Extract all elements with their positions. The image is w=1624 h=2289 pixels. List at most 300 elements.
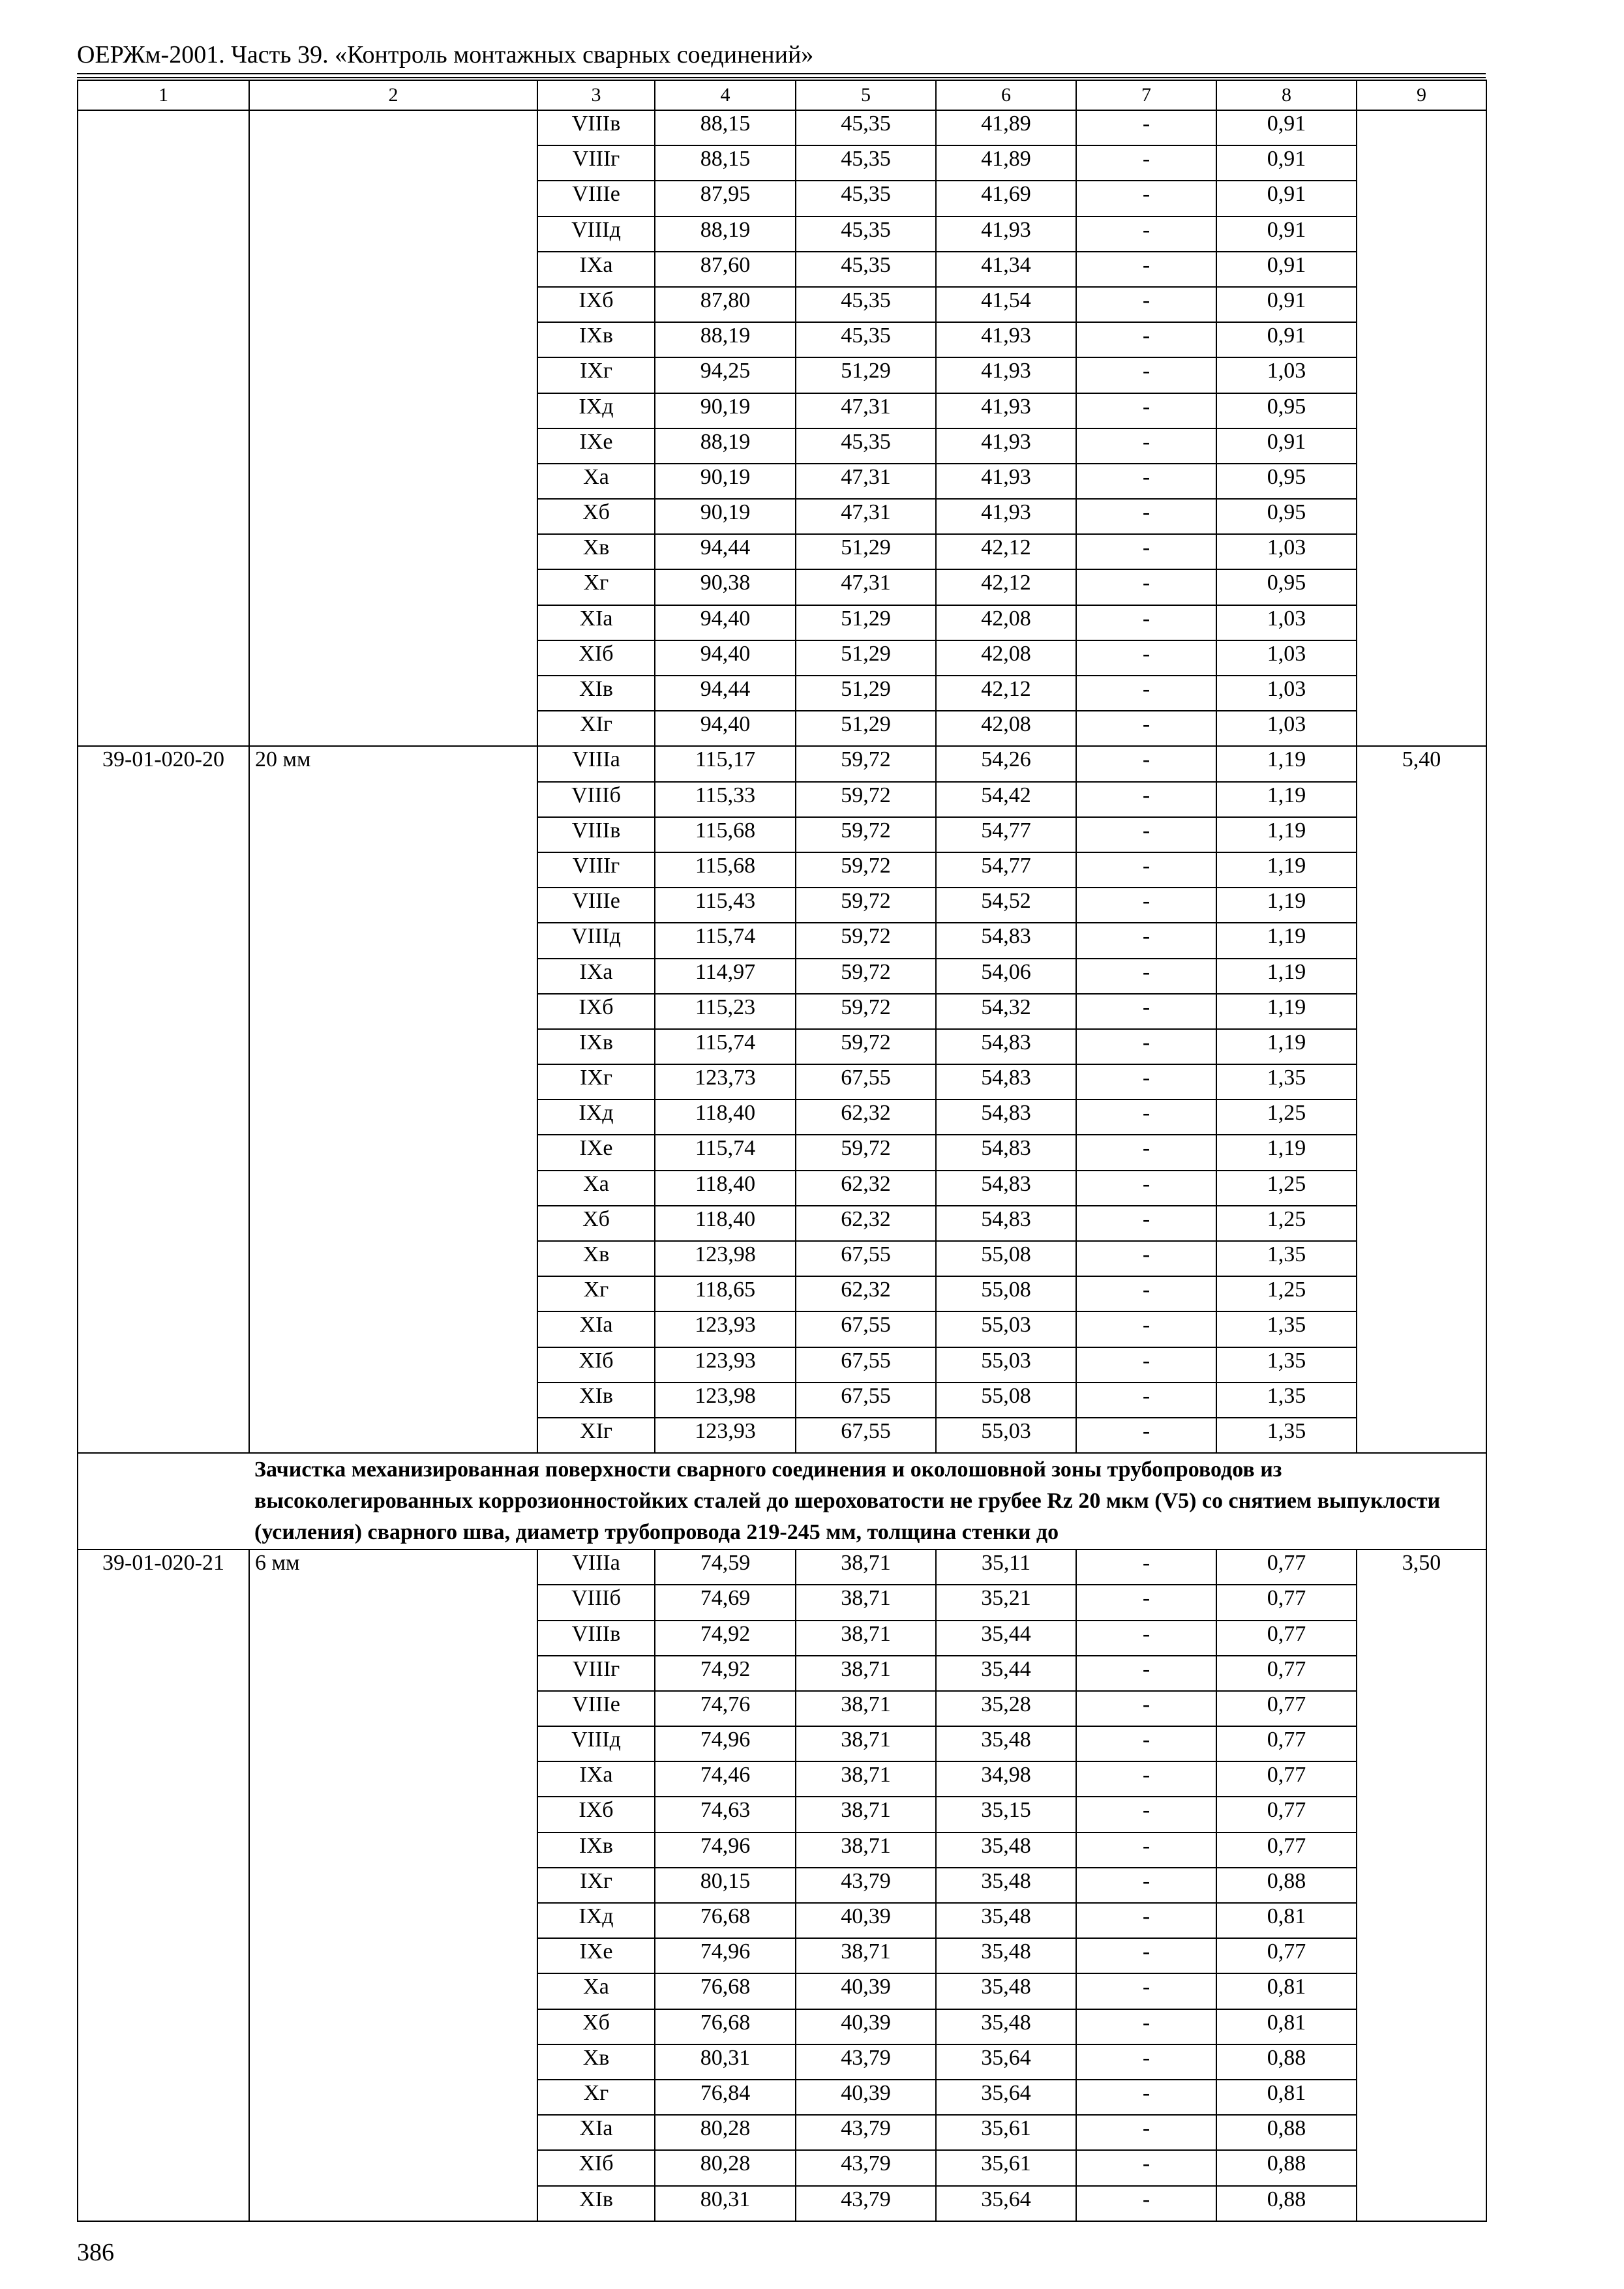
materials-cell: - (1076, 1691, 1216, 1726)
zone-cell: XIв (537, 1383, 655, 1418)
wage-cell: 51,29 (796, 676, 936, 711)
zone-cell: IXд (537, 1903, 655, 1938)
total-cost-cell: 115,74 (655, 1029, 796, 1064)
machine-cell: 55,03 (936, 1418, 1076, 1453)
total-cost-cell: 94,40 (655, 640, 796, 676)
total-cost-cell: 80,28 (655, 2150, 796, 2185)
total-cost-cell: 115,68 (655, 852, 796, 888)
machine-cell: 54,26 (936, 746, 1076, 781)
wage-cell: 67,55 (796, 1241, 936, 1276)
machine-cell: 35,48 (936, 1868, 1076, 1903)
labor-cell: 0,77 (1216, 1656, 1357, 1691)
machine-cell: 54,83 (936, 1135, 1076, 1170)
materials-cell: - (1076, 1241, 1216, 1276)
wage-cell: 40,39 (796, 2009, 936, 2044)
zone-cell: IXг (537, 357, 655, 393)
total-cost-cell: 90,19 (655, 499, 796, 534)
materials-cell: - (1076, 676, 1216, 711)
zone-cell: IXа (537, 959, 655, 994)
zone-cell: IXв (537, 1833, 655, 1868)
zone-cell: Xг (537, 569, 655, 605)
labor-cell: 1,19 (1216, 888, 1357, 923)
wage-cell: 43,79 (796, 1868, 936, 1903)
wage-cell: 45,35 (796, 322, 936, 357)
materials-cell: - (1076, 1868, 1216, 1903)
total-cost-cell: 74,96 (655, 1833, 796, 1868)
labor-hours-total: 5,40 (1357, 746, 1486, 1453)
zone-cell: Xв (537, 2044, 655, 2080)
wage-cell: 40,39 (796, 1903, 936, 1938)
machine-cell: 35,61 (936, 2150, 1076, 2185)
wage-cell: 47,31 (796, 499, 936, 534)
wage-cell: 51,29 (796, 640, 936, 676)
zone-cell: XIа (537, 605, 655, 640)
materials-cell: - (1076, 217, 1216, 252)
zone-cell: Xв (537, 534, 655, 569)
labor-cell: 1,25 (1216, 1206, 1357, 1241)
machine-cell: 41,93 (936, 322, 1076, 357)
total-cost-cell: 76,68 (655, 1973, 796, 2009)
zone-cell: VIIIд (537, 217, 655, 252)
zone-cell: VIIIв (537, 110, 655, 145)
machine-cell: 55,08 (936, 1276, 1076, 1311)
machine-cell: 35,64 (936, 2186, 1076, 2221)
total-cost-cell: 87,95 (655, 181, 796, 216)
wage-cell: 59,72 (796, 782, 936, 817)
zone-cell: Xг (537, 2080, 655, 2115)
materials-cell: - (1076, 1347, 1216, 1383)
total-cost-cell: 74,92 (655, 1656, 796, 1691)
total-cost-cell: 123,98 (655, 1383, 796, 1418)
zone-cell: XIа (537, 1311, 655, 1347)
price-table (77, 80, 1487, 2222)
materials-cell: - (1076, 2115, 1216, 2150)
machine-cell: 54,52 (936, 888, 1076, 923)
materials-cell: - (1076, 1383, 1216, 1418)
machine-cell: 42,12 (936, 569, 1076, 605)
wage-cell: 67,55 (796, 1347, 936, 1383)
machine-cell: 35,64 (936, 2044, 1076, 2080)
column-number: 3 (537, 80, 655, 110)
zone-cell: XIб (537, 640, 655, 676)
total-cost-cell: 90,19 (655, 393, 796, 428)
labor-cell: 0,88 (1216, 2115, 1357, 2150)
note-spacer (78, 1453, 249, 1549)
zone-cell: Xа (537, 1171, 655, 1206)
total-cost-cell: 115,17 (655, 746, 796, 781)
total-cost-cell: 88,19 (655, 428, 796, 464)
materials-cell: - (1076, 711, 1216, 746)
zone-cell: IXв (537, 322, 655, 357)
labor-cell: 0,77 (1216, 1938, 1357, 1973)
machine-cell: 41,93 (936, 499, 1076, 534)
total-cost-cell: 114,97 (655, 959, 796, 994)
machine-cell: 55,08 (936, 1241, 1076, 1276)
table-body (78, 80, 1486, 2221)
total-cost-cell: 90,38 (655, 569, 796, 605)
labor-cell: 1,35 (1216, 1418, 1357, 1453)
zone-cell: VIIIб (537, 782, 655, 817)
materials-cell: - (1076, 534, 1216, 569)
labor-cell: 0,95 (1216, 499, 1357, 534)
wage-cell: 59,72 (796, 817, 936, 852)
materials-cell: - (1076, 1206, 1216, 1241)
total-cost-cell: 74,63 (655, 1797, 796, 1832)
total-cost-cell: 118,40 (655, 1100, 796, 1135)
total-cost-cell: 80,15 (655, 1868, 796, 1903)
machine-cell: 54,83 (936, 923, 1076, 958)
materials-cell: - (1076, 2009, 1216, 2044)
page-number: 386 (77, 2239, 114, 2266)
wage-cell: 38,71 (796, 1621, 936, 1656)
materials-cell: - (1076, 1621, 1216, 1656)
zone-cell: IXе (537, 428, 655, 464)
labor-cell: 0,88 (1216, 2150, 1357, 2185)
machine-cell: 35,11 (936, 1549, 1076, 1585)
total-cost-cell: 115,33 (655, 782, 796, 817)
machine-cell: 35,48 (936, 1973, 1076, 2009)
materials-cell: - (1076, 1276, 1216, 1311)
total-cost-cell: 94,40 (655, 711, 796, 746)
labor-cell: 0,91 (1216, 428, 1357, 464)
materials-cell: - (1076, 888, 1216, 923)
zone-cell: Xа (537, 464, 655, 499)
labor-cell: 0,81 (1216, 1903, 1357, 1938)
zone-cell: IXа (537, 252, 655, 287)
zone-cell: Xб (537, 1206, 655, 1241)
zone-cell: VIIIб (537, 1585, 655, 1620)
total-cost-cell: 88,19 (655, 217, 796, 252)
machine-cell: 35,28 (936, 1691, 1076, 1726)
zone-cell: VIIIе (537, 1691, 655, 1726)
wage-cell: 45,35 (796, 428, 936, 464)
total-cost-cell: 115,74 (655, 923, 796, 958)
materials-cell: - (1076, 1833, 1216, 1868)
wage-cell: 59,72 (796, 852, 936, 888)
machine-cell: 41,54 (936, 287, 1076, 322)
zone-cell: VIIIг (537, 145, 655, 181)
wage-cell: 47,31 (796, 464, 936, 499)
labor-cell: 0,91 (1216, 252, 1357, 287)
wage-cell: 40,39 (796, 2080, 936, 2115)
wage-cell: 59,72 (796, 923, 936, 958)
labor-cell: 1,19 (1216, 852, 1357, 888)
wage-cell: 51,29 (796, 357, 936, 393)
materials-cell: - (1076, 393, 1216, 428)
labor-cell: 0,77 (1216, 1761, 1357, 1797)
zone-cell: VIIIа (537, 746, 655, 781)
machine-cell: 41,89 (936, 110, 1076, 145)
column-number: 1 (78, 80, 249, 110)
labor-cell: 0,77 (1216, 1726, 1357, 1761)
zone-cell: IXд (537, 1100, 655, 1135)
column-number: 9 (1357, 80, 1486, 110)
materials-cell: - (1076, 605, 1216, 640)
total-cost-cell: 74,96 (655, 1726, 796, 1761)
zone-cell: VIIIг (537, 1656, 655, 1691)
machine-cell: 41,93 (936, 217, 1076, 252)
wage-cell: 38,71 (796, 1656, 936, 1691)
wage-cell: 51,29 (796, 605, 936, 640)
wage-cell: 59,72 (796, 888, 936, 923)
wage-cell: 67,55 (796, 1311, 936, 1347)
zone-cell: VIIIд (537, 923, 655, 958)
labor-cell: 1,03 (1216, 605, 1357, 640)
machine-cell: 54,42 (936, 782, 1076, 817)
zone-cell: XIв (537, 2186, 655, 2221)
wage-cell: 59,72 (796, 1135, 936, 1170)
machine-cell: 35,61 (936, 2115, 1076, 2150)
total-cost-cell: 87,80 (655, 287, 796, 322)
labor-cell: 1,03 (1216, 640, 1357, 676)
total-cost-cell: 87,60 (655, 252, 796, 287)
machine-cell: 41,69 (936, 181, 1076, 216)
labor-cell: 1,03 (1216, 357, 1357, 393)
materials-cell: - (1076, 1418, 1216, 1453)
table-row (78, 110, 1486, 145)
materials-cell: - (1076, 1938, 1216, 1973)
materials-cell: - (1076, 499, 1216, 534)
labor-cell: 0,95 (1216, 569, 1357, 605)
rate-code: 39-01-020-20 (78, 746, 249, 1453)
labor-cell: 0,91 (1216, 287, 1357, 322)
wage-cell: 62,32 (796, 1276, 936, 1311)
materials-cell: - (1076, 1311, 1216, 1347)
wage-cell: 43,79 (796, 2186, 936, 2221)
total-cost-cell: 94,44 (655, 534, 796, 569)
labor-cell: 0,77 (1216, 1621, 1357, 1656)
wage-cell: 38,71 (796, 1833, 936, 1868)
zone-cell: IXа (537, 1761, 655, 1797)
labor-cell: 0,91 (1216, 322, 1357, 357)
column-number: 5 (796, 80, 936, 110)
materials-cell: - (1076, 640, 1216, 676)
total-cost-cell: 90,19 (655, 464, 796, 499)
rate-name: 6 мм (249, 1549, 537, 2221)
machine-cell: 35,48 (936, 1833, 1076, 1868)
wage-cell: 45,35 (796, 110, 936, 145)
machine-cell: 42,08 (936, 605, 1076, 640)
labor-cell: 0,95 (1216, 464, 1357, 499)
machine-cell: 54,77 (936, 817, 1076, 852)
machine-cell: 42,08 (936, 711, 1076, 746)
machine-cell: 41,89 (936, 145, 1076, 181)
materials-cell: - (1076, 1100, 1216, 1135)
header-rule (77, 73, 1486, 74)
zone-cell: IXв (537, 1029, 655, 1064)
labor-cell: 1,35 (1216, 1347, 1357, 1383)
machine-cell: 42,12 (936, 676, 1076, 711)
labor-cell: 1,19 (1216, 1029, 1357, 1064)
materials-cell: - (1076, 464, 1216, 499)
wage-cell: 45,35 (796, 252, 936, 287)
labor-cell: 0,77 (1216, 1585, 1357, 1620)
materials-cell: - (1076, 428, 1216, 464)
labor-cell: 0,95 (1216, 393, 1357, 428)
header-rule-second (77, 77, 1486, 78)
zone-cell: IXг (537, 1868, 655, 1903)
zone-cell: IXб (537, 994, 655, 1029)
column-number: 7 (1076, 80, 1216, 110)
total-cost-cell: 115,68 (655, 817, 796, 852)
materials-cell: - (1076, 1029, 1216, 1064)
labor-cell: 1,19 (1216, 746, 1357, 781)
labor-cell: 0,91 (1216, 145, 1357, 181)
wage-cell: 38,71 (796, 1726, 936, 1761)
machine-cell: 54,06 (936, 959, 1076, 994)
machine-cell: 42,12 (936, 534, 1076, 569)
labor-hours-total (1357, 110, 1486, 746)
table-row (78, 746, 1486, 781)
zone-cell: Xг (537, 1276, 655, 1311)
labor-cell: 1,25 (1216, 1171, 1357, 1206)
zone-cell: VIIIг (537, 852, 655, 888)
materials-cell: - (1076, 252, 1216, 287)
materials-cell: - (1076, 1549, 1216, 1585)
wage-cell: 47,31 (796, 393, 936, 428)
labor-cell: 1,35 (1216, 1064, 1357, 1100)
machine-cell: 42,08 (936, 640, 1076, 676)
materials-cell: - (1076, 322, 1216, 357)
wage-cell: 62,32 (796, 1171, 936, 1206)
materials-cell: - (1076, 110, 1216, 145)
total-cost-cell: 123,93 (655, 1347, 796, 1383)
total-cost-cell: 88,15 (655, 145, 796, 181)
total-cost-cell: 74,76 (655, 1691, 796, 1726)
labor-cell: 1,19 (1216, 923, 1357, 958)
machine-cell: 54,83 (936, 1064, 1076, 1100)
materials-cell: - (1076, 2044, 1216, 2080)
wage-cell: 45,35 (796, 181, 936, 216)
zone-cell: IXе (537, 1938, 655, 1973)
total-cost-cell: 115,43 (655, 888, 796, 923)
machine-cell: 55,03 (936, 1347, 1076, 1383)
materials-cell: - (1076, 817, 1216, 852)
wage-cell: 67,55 (796, 1064, 936, 1100)
total-cost-cell: 118,40 (655, 1206, 796, 1241)
machine-cell: 35,48 (936, 1938, 1076, 1973)
zone-cell: VIIIв (537, 817, 655, 852)
materials-cell: - (1076, 2150, 1216, 2185)
materials-cell: - (1076, 181, 1216, 216)
materials-cell: - (1076, 1973, 1216, 2009)
total-cost-cell: 74,96 (655, 1938, 796, 1973)
materials-cell: - (1076, 852, 1216, 888)
materials-cell: - (1076, 994, 1216, 1029)
table-row (78, 1549, 1486, 1585)
section-note: Зачистка механизированная поверхности сварного соединения и околошовной зоны трубопроводов из высоколегированных коррозионностойких сталей до шероховатости не грубее Rz 20 мкм (V5) со снятием выпуклости (усиления) сварного шва, диаметр трубопровода 219-245 мм, толщина стенки до (249, 1453, 1486, 1549)
materials-cell: - (1076, 1761, 1216, 1797)
total-cost-cell: 88,19 (655, 322, 796, 357)
materials-cell: - (1076, 2080, 1216, 2115)
labor-cell: 1,19 (1216, 782, 1357, 817)
wage-cell: 38,71 (796, 1938, 936, 1973)
materials-cell: - (1076, 782, 1216, 817)
wage-cell: 67,55 (796, 1383, 936, 1418)
machine-cell: 35,48 (936, 1903, 1076, 1938)
labor-cell: 1,03 (1216, 534, 1357, 569)
machine-cell: 35,64 (936, 2080, 1076, 2115)
wage-cell: 47,31 (796, 569, 936, 605)
materials-cell: - (1076, 1135, 1216, 1170)
wage-cell: 59,72 (796, 994, 936, 1029)
total-cost-cell: 123,98 (655, 1241, 796, 1276)
wage-cell: 59,72 (796, 746, 936, 781)
zone-cell: IXб (537, 1797, 655, 1832)
zone-cell: Xв (537, 1241, 655, 1276)
machine-cell: 54,83 (936, 1029, 1076, 1064)
wage-cell: 43,79 (796, 2115, 936, 2150)
column-number-row (78, 80, 1486, 110)
wage-cell: 51,29 (796, 534, 936, 569)
rate-name (249, 110, 537, 746)
wage-cell: 62,32 (796, 1206, 936, 1241)
labor-cell: 0,88 (1216, 2186, 1357, 2221)
materials-cell: - (1076, 145, 1216, 181)
materials-cell: - (1076, 1171, 1216, 1206)
rate-name: 20 мм (249, 746, 537, 1453)
machine-cell: 55,08 (936, 1383, 1076, 1418)
total-cost-cell: 88,15 (655, 110, 796, 145)
labor-cell: 0,81 (1216, 1973, 1357, 2009)
machine-cell: 35,15 (936, 1797, 1076, 1832)
materials-cell: - (1076, 1903, 1216, 1938)
labor-cell: 0,77 (1216, 1833, 1357, 1868)
machine-cell: 54,83 (936, 1206, 1076, 1241)
labor-cell: 1,19 (1216, 1135, 1357, 1170)
machine-cell: 35,44 (936, 1621, 1076, 1656)
machine-cell: 35,21 (936, 1585, 1076, 1620)
total-cost-cell: 80,31 (655, 2044, 796, 2080)
wage-cell: 62,32 (796, 1100, 936, 1135)
zone-cell: VIIIе (537, 888, 655, 923)
labor-cell: 1,19 (1216, 994, 1357, 1029)
section-note-row (78, 1453, 1486, 1549)
machine-cell: 34,98 (936, 1761, 1076, 1797)
total-cost-cell: 76,68 (655, 2009, 796, 2044)
wage-cell: 38,71 (796, 1761, 936, 1797)
materials-cell: - (1076, 1656, 1216, 1691)
machine-cell: 35,44 (936, 1656, 1076, 1691)
zone-cell: XIб (537, 2150, 655, 2185)
zone-cell: VIIIе (537, 181, 655, 216)
total-cost-cell: 115,23 (655, 994, 796, 1029)
labor-cell: 1,03 (1216, 676, 1357, 711)
labor-cell: 0,81 (1216, 2080, 1357, 2115)
materials-cell: - (1076, 357, 1216, 393)
wage-cell: 59,72 (796, 959, 936, 994)
zone-cell: Xб (537, 2009, 655, 2044)
total-cost-cell: 115,74 (655, 1135, 796, 1170)
materials-cell: - (1076, 1585, 1216, 1620)
machine-cell: 41,93 (936, 464, 1076, 499)
wage-cell: 38,71 (796, 1691, 936, 1726)
total-cost-cell: 123,93 (655, 1418, 796, 1453)
zone-cell: VIIIд (537, 1726, 655, 1761)
total-cost-cell: 74,69 (655, 1585, 796, 1620)
zone-cell: IXг (537, 1064, 655, 1100)
materials-cell: - (1076, 959, 1216, 994)
total-cost-cell: 118,65 (655, 1276, 796, 1311)
total-cost-cell: 80,28 (655, 2115, 796, 2150)
total-cost-cell: 76,68 (655, 1903, 796, 1938)
rate-code (78, 110, 249, 746)
wage-cell: 43,79 (796, 2150, 936, 2185)
wage-cell: 43,79 (796, 2044, 936, 2080)
machine-cell: 54,83 (936, 1100, 1076, 1135)
machine-cell: 41,93 (936, 428, 1076, 464)
materials-cell: - (1076, 923, 1216, 958)
